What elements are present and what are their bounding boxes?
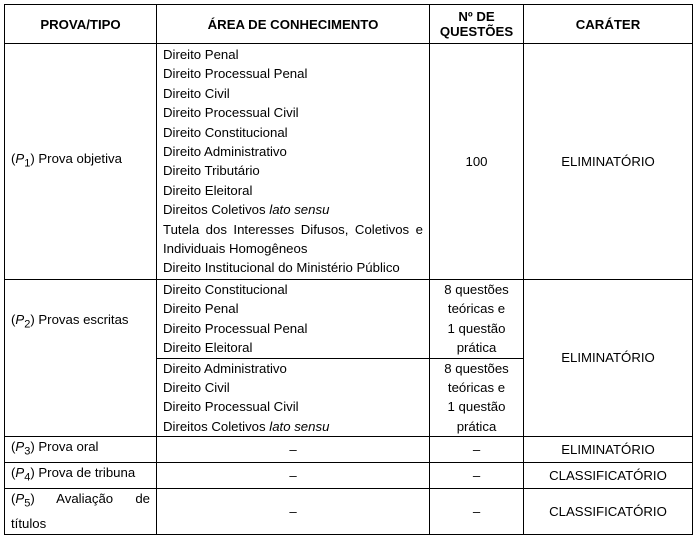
p1-tipo: $(P_1)$ Prova objetiva <box>5 44 157 280</box>
header-tipo: PROVA/TIPO <box>5 5 157 44</box>
p1-area-item: Direito Eleitoral <box>163 182 253 198</box>
header-area: ÁREA DE CONHECIMENTO <box>157 5 430 44</box>
p5-label-p: P <box>15 491 25 507</box>
p4-questoes: – <box>430 463 524 489</box>
p2b-area-item: Direito Administrativo <box>163 360 287 376</box>
p2a-area-item: Direito Processual Penal <box>163 320 308 336</box>
p2b-area-coletivos: Direitos Coletivos lato sensu <box>163 418 330 434</box>
header-questoes-line2: QUESTÕES <box>439 24 514 39</box>
p1-area-item: Direito Processual Penal <box>163 66 308 82</box>
exam-structure-table <box>4 4 693 535</box>
p3-carater: ELIMINATÓRIO <box>524 437 693 463</box>
p1-area-coletivos: Direitos Coletivos lato sensu <box>163 202 330 218</box>
row-p4 <box>5 463 693 489</box>
p4-label-p: P <box>15 465 25 481</box>
row-p1 <box>5 44 693 280</box>
p4-carater: CLASSIFICATÓRIO <box>524 463 693 489</box>
row-p5 <box>5 489 693 534</box>
p1-area-item: Direito Processual Civil <box>163 105 299 121</box>
header-questoes-line1: Nº DE <box>458 9 495 24</box>
header-row <box>5 5 693 44</box>
p1-label-p: P <box>15 150 25 166</box>
p2-label-sub: 2 <box>24 318 31 331</box>
p1-label-sub: 1 <box>24 157 31 170</box>
p3-label-sub: 3 <box>24 445 31 458</box>
header-questoes <box>430 5 524 44</box>
p2a-area-item: Direito Constitucional <box>163 281 288 297</box>
p2-tipo: $(P_2)$ Provas escritas <box>5 279 157 436</box>
p2-label-p: P <box>15 311 25 327</box>
p1-area-item: Direito Penal <box>163 47 239 62</box>
p1-area-tutela: Tutela dos Interesses Difusos, Coletivos e Individuais Homogêneos <box>163 221 423 257</box>
row-p3 <box>5 437 693 463</box>
p2-carater: ELIMINATÓRIO <box>524 279 693 436</box>
p4-area: – <box>157 463 430 489</box>
p1-area-item: Direito Administrativo <box>163 144 287 160</box>
p2b-area-item: Direito Processual Civil <box>163 399 299 415</box>
p5-tipo: $(P_5)$ Avaliação de títulos <box>5 489 157 534</box>
p2b-area-item: Direito Civil <box>163 379 230 395</box>
p4-label-sub: 4 <box>24 471 31 484</box>
p3-tipo: $(P_3)$ Prova oral <box>5 437 157 463</box>
p2-areas-b <box>157 358 430 437</box>
p5-questoes: – <box>430 489 524 534</box>
p2-questoes-a: 8 questões teóricas e 1 questão prática <box>430 279 524 358</box>
p1-areas <box>157 44 430 280</box>
p3-label-p: P <box>15 439 25 455</box>
p1-area-item: Direito Civil <box>163 85 230 101</box>
p2-questoes-b: 8 questões teóricas e 1 questão prática <box>430 358 524 437</box>
p3-area: – <box>157 437 430 463</box>
p5-carater: CLASSIFICATÓRIO <box>524 489 693 534</box>
row-p2a <box>5 279 693 358</box>
p1-area-item: Direito Constitucional <box>163 124 288 140</box>
p2a-area-item: Direito Eleitoral <box>163 340 253 356</box>
p5-area: – <box>157 489 430 534</box>
header-carater: CARÁTER <box>524 5 693 44</box>
p4-tipo: $(P_4)$ Prova de tribuna <box>5 463 157 489</box>
p2a-area-item: Direito Penal <box>163 301 239 317</box>
p1-carater: ELIMINATÓRIO <box>524 44 693 280</box>
p1-area-institucional: Direito Institucional do Ministério Público <box>163 260 400 276</box>
p5-label-sub: 5 <box>24 497 31 510</box>
p3-questoes: – <box>430 437 524 463</box>
p2-areas-a <box>157 279 430 358</box>
p1-area-item: Direito Tributário <box>163 163 260 179</box>
p1-questoes: 100 <box>430 44 524 280</box>
